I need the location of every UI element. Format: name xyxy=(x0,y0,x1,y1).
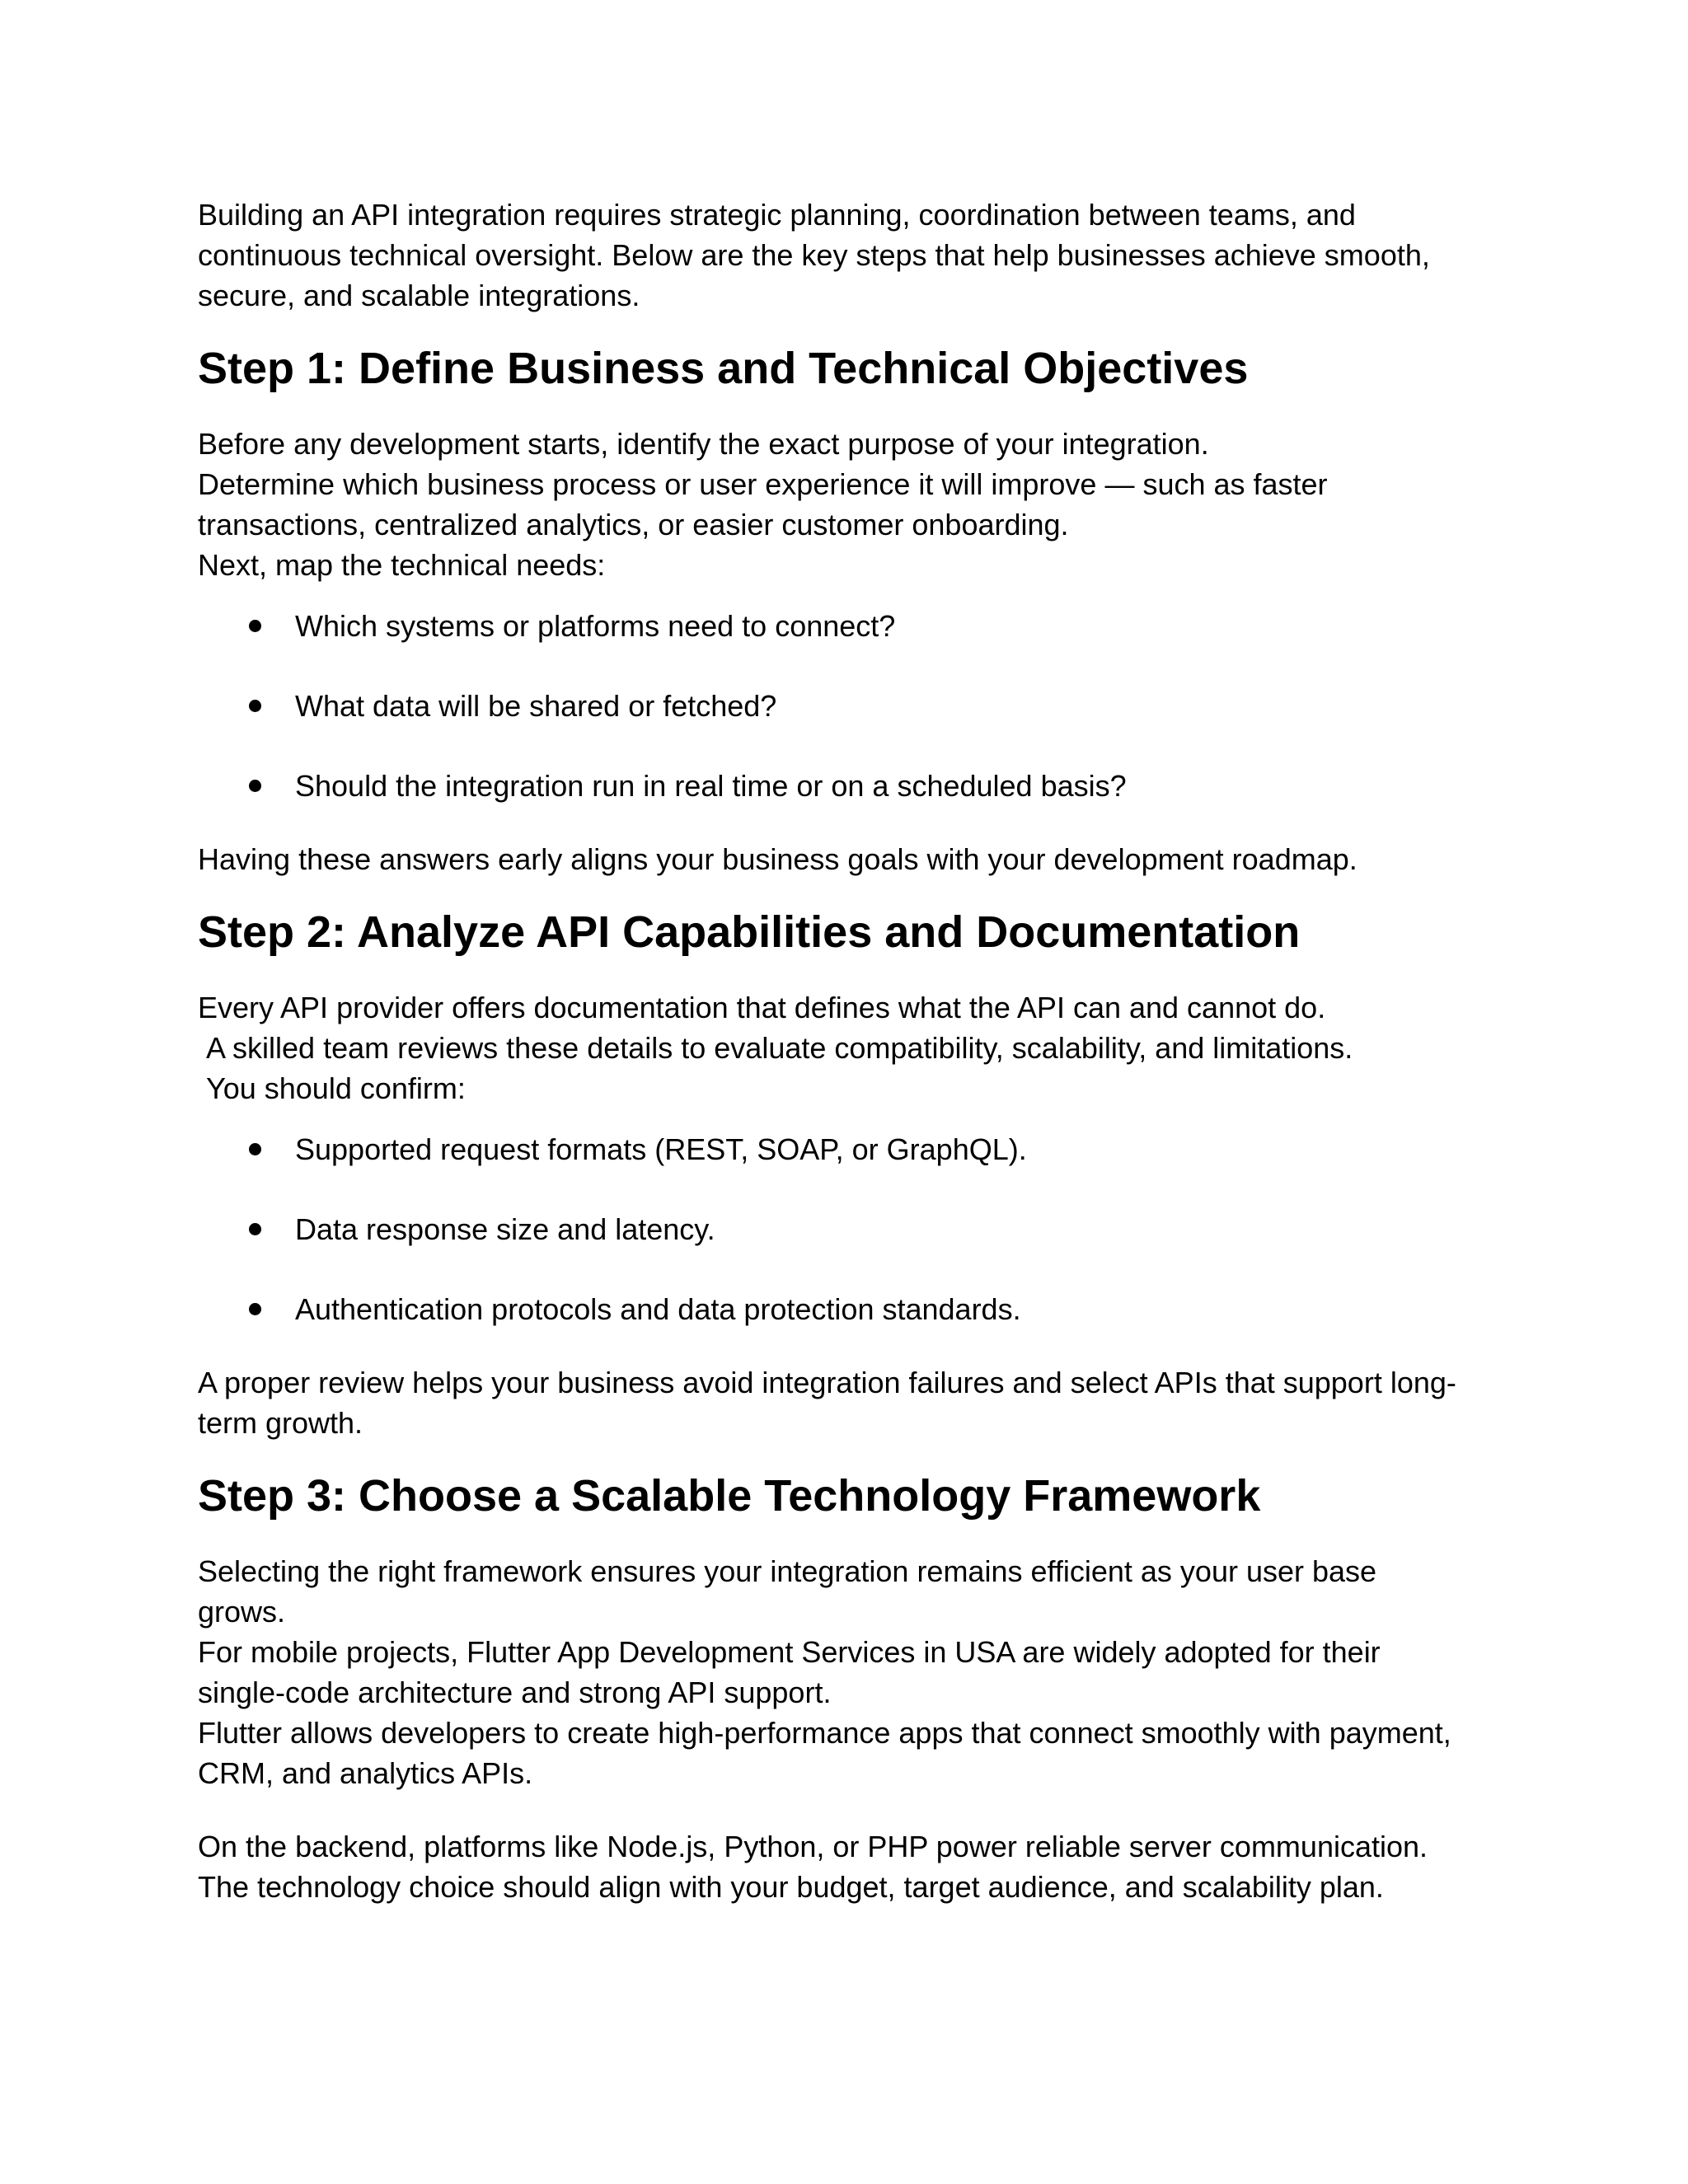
text-line: Determine which business process or user experience it will improve — such as faster xyxy=(198,467,1328,501)
step3-paragraph xyxy=(198,1551,1508,1793)
text-line: grows. xyxy=(198,1595,286,1629)
text-line: On the backend, platforms like Node.js, Python, or PHP power reliable server communication. xyxy=(198,1830,1428,1863)
list-item-text: What data will be shared or fetched? xyxy=(295,689,777,723)
list-item xyxy=(198,766,1508,806)
text-line: CRM, and analytics APIs. xyxy=(198,1756,533,1790)
list-item-text: Authentication protocols and data protection standards. xyxy=(295,1292,1021,1326)
list-item-text: Data response size and latency. xyxy=(295,1212,715,1246)
list-item-text: Supported request formats (REST, SOAP, or GraphQL). xyxy=(295,1132,1027,1166)
text-line: Selecting the right framework ensures your integration remains efficient as your user base xyxy=(198,1554,1377,1588)
list-item xyxy=(198,686,1508,726)
text-line: Every API provider offers documentation that defines what the API can and cannot do. xyxy=(198,991,1326,1024)
text-line: Flutter allows developers to create high-performance apps that connect smoothly with payment, xyxy=(198,1716,1451,1750)
text-line: secure, and scalable integrations. xyxy=(198,279,640,312)
text-line: transactions, centralized analytics, or easier customer onboarding. xyxy=(198,508,1069,541)
step1-heading: Step 1: Define Business and Technical Objectives xyxy=(198,344,1249,393)
list-item-text: Which systems or platforms need to connect? xyxy=(295,609,896,643)
step2-bullet-list xyxy=(198,1129,1508,1329)
text-line: Before any development starts, identify the exact purpose of your integration. xyxy=(198,427,1209,461)
bullet-icon xyxy=(249,620,261,632)
list-item xyxy=(198,1129,1508,1169)
text-line: Having these answers early aligns your business goals with your development roadmap. xyxy=(198,842,1357,876)
bullet-icon xyxy=(249,1223,261,1235)
step1-paragraph xyxy=(198,424,1508,585)
text-line: The technology choice should align with your budget, target audience, and scalability plan. xyxy=(198,1870,1384,1904)
text-line: Next, map the technical needs: xyxy=(198,548,606,582)
step1-closing xyxy=(198,839,1508,879)
text-line: continuous technical oversight. Below are the key steps that help businesses achieve smooth, xyxy=(198,238,1430,272)
step3-heading: Step 3: Choose a Scalable Technology Framework xyxy=(198,1471,1261,1521)
list-item xyxy=(198,606,1508,646)
intro-paragraph xyxy=(198,194,1508,316)
bullet-icon xyxy=(249,1303,261,1315)
text-line: A skilled team reviews these details to evaluate compatibility, scalability, and limitations. xyxy=(206,1031,1353,1065)
step1-bullet-list xyxy=(198,606,1508,806)
list-item xyxy=(198,1209,1508,1249)
step3-backend-paragraph xyxy=(198,1826,1508,1907)
text-line: single-code architecture and strong API support. xyxy=(198,1675,832,1709)
text-line: For mobile projects, Flutter App Development Services in USA are widely adopted for their xyxy=(198,1635,1381,1669)
step2-paragraph xyxy=(198,987,1508,1108)
step2-heading: Step 2: Analyze API Capabilities and Documentation xyxy=(198,907,1301,957)
list-item xyxy=(198,1289,1508,1329)
text-line: You should confirm: xyxy=(206,1071,466,1105)
document-body xyxy=(198,194,1508,1940)
bullet-icon xyxy=(249,700,261,712)
step2-closing xyxy=(198,1362,1508,1443)
bullet-icon xyxy=(249,1143,261,1155)
list-item-text: Should the integration run in real time or on a scheduled basis? xyxy=(295,769,1127,803)
text-line: term growth. xyxy=(198,1406,363,1440)
text-line: Building an API integration requires strategic planning, coordination between teams, and xyxy=(198,198,1356,232)
text-line: A proper review helps your business avoid integration failures and select APIs that support long- xyxy=(198,1366,1456,1399)
bullet-icon xyxy=(249,780,261,792)
